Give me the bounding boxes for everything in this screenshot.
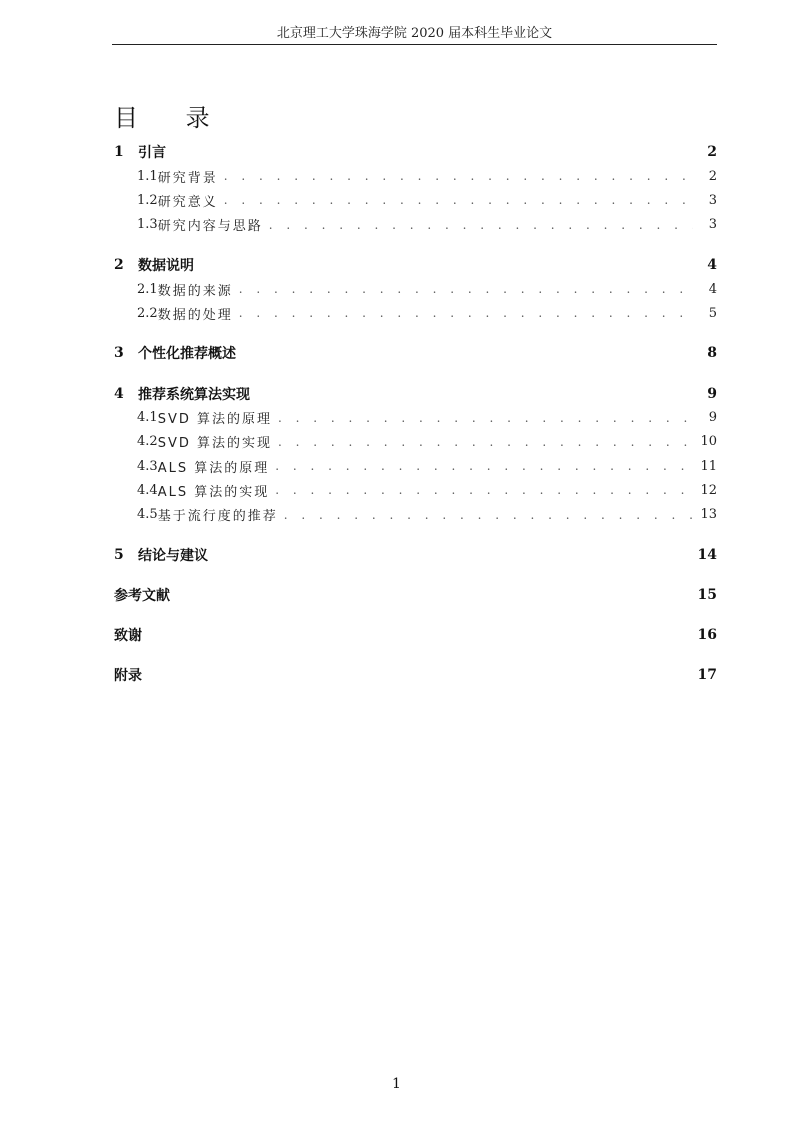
- toc-entry-label: 引言: [138, 145, 166, 162]
- toc-entry-page: 5: [708, 305, 717, 321]
- toc-entry-label: 致谢: [114, 628, 142, 645]
- toc-entry-label: 研究背景: [157, 170, 218, 186]
- toc-entry-page: 14: [697, 546, 717, 563]
- toc-section-entry[interactable]: [114, 213, 717, 237]
- toc-entry-number: 4.4: [137, 482, 158, 498]
- toc-entry-number: 4: [114, 385, 124, 402]
- toc-entry-label: 参考文献: [114, 587, 170, 604]
- toc-entry-number: 1.3: [137, 217, 158, 233]
- toc-entry-number: 4.5: [137, 507, 158, 523]
- dot-leader: [224, 193, 693, 207]
- toc-section-entry[interactable]: [114, 301, 717, 325]
- toc-chapter-entry[interactable]: [114, 623, 717, 647]
- toc-entry-label: 个性化推荐概述: [138, 346, 236, 363]
- toc-entry-number: 4.2: [137, 434, 158, 450]
- toc-entry-label: 结论与建议: [138, 547, 208, 564]
- toc-entry-page: 2: [708, 168, 717, 184]
- dot-leader: [278, 435, 693, 449]
- dot-leader: [284, 508, 693, 522]
- toc-entry-number: 1.1: [137, 168, 158, 184]
- toc-entry-number: 3: [114, 345, 124, 362]
- toc-entry-page: 16: [697, 627, 717, 644]
- toc-entry-page: 13: [700, 507, 717, 523]
- toc-entry-label: 基于流行度的推荐: [157, 509, 278, 525]
- toc-entry-number: 2.2: [137, 305, 158, 321]
- dot-leader: [269, 218, 693, 232]
- toc-entry-label: SVD 算法的实现: [157, 436, 272, 452]
- toc-entry-page: 17: [697, 667, 717, 684]
- toc-entry-number: 1: [114, 144, 124, 161]
- toc-entry-page: 10: [700, 434, 717, 450]
- toc-entry-page: 4: [708, 281, 717, 297]
- toc-chapter-entry[interactable]: [114, 253, 717, 277]
- toc-entry-number: 2: [114, 256, 124, 273]
- toc-section-entry[interactable]: [114, 164, 717, 188]
- toc-entry-label: 数据的处理: [157, 307, 233, 323]
- page-number: 1: [392, 1076, 401, 1092]
- toc-entry-page: 9: [708, 410, 717, 426]
- toc-entry-label: 数据的来源: [157, 283, 233, 299]
- toc-title: 目 录: [114, 104, 230, 133]
- toc-entry-page: 9: [707, 385, 717, 402]
- toc-section-entry[interactable]: [114, 502, 717, 526]
- toc-chapter-entry[interactable]: [114, 382, 717, 406]
- toc-section-entry[interactable]: [114, 430, 717, 454]
- toc-chapter-entry[interactable]: [114, 663, 717, 687]
- toc-chapter-entry[interactable]: [114, 583, 717, 607]
- toc-section-entry[interactable]: [114, 277, 717, 301]
- toc-section-entry[interactable]: [114, 454, 717, 478]
- toc-entry-label: 推荐系统算法实现: [138, 386, 250, 403]
- toc-entry-page: 12: [700, 482, 717, 498]
- toc-entry-label: 附录: [114, 668, 142, 685]
- toc-entry-number: 4.1: [137, 410, 158, 426]
- dot-leader: [275, 483, 693, 497]
- dot-leader: [239, 306, 693, 320]
- toc-chapter-entry[interactable]: [114, 543, 717, 567]
- dot-leader: [224, 169, 693, 183]
- toc-section-entry[interactable]: [114, 188, 717, 212]
- toc-entry-page: 3: [708, 217, 717, 233]
- header-rule: [112, 44, 717, 45]
- toc-entry-page: 3: [708, 192, 717, 208]
- toc-entry-page: 8: [707, 345, 717, 362]
- toc-entry-label: 研究意义: [157, 194, 218, 210]
- toc-entry-number: 5: [114, 546, 124, 563]
- running-header: 北京理工大学珠海学院 2020 届本科生毕业论文: [276, 26, 553, 41]
- toc-entry-label: SVD 算法的原理: [157, 412, 272, 428]
- toc-entry-label: 数据说明: [138, 257, 194, 274]
- toc-entry-number: 1.2: [137, 192, 158, 208]
- toc-chapter-entry[interactable]: [114, 140, 717, 164]
- toc-entry-label: ALS 算法的实现: [157, 484, 270, 500]
- toc-entry-label: 研究内容与思路: [157, 219, 263, 235]
- toc-section-entry[interactable]: [114, 406, 717, 430]
- dot-leader: [239, 282, 693, 296]
- toc-entry-page: 11: [700, 458, 717, 474]
- toc-entry-label: ALS 算法的原理: [157, 460, 270, 476]
- toc-entry-number: 4.3: [137, 458, 158, 474]
- toc-entry-page: 4: [707, 256, 717, 273]
- toc-entry-page: 15: [697, 586, 717, 603]
- toc-section-entry[interactable]: [114, 478, 717, 502]
- toc-chapter-entry[interactable]: [114, 341, 717, 365]
- dot-leader: [275, 459, 693, 473]
- toc-entry-page: 2: [707, 144, 717, 161]
- table-of-contents: [114, 140, 717, 687]
- dot-leader: [278, 411, 693, 425]
- toc-entry-number: 2.1: [137, 281, 158, 297]
